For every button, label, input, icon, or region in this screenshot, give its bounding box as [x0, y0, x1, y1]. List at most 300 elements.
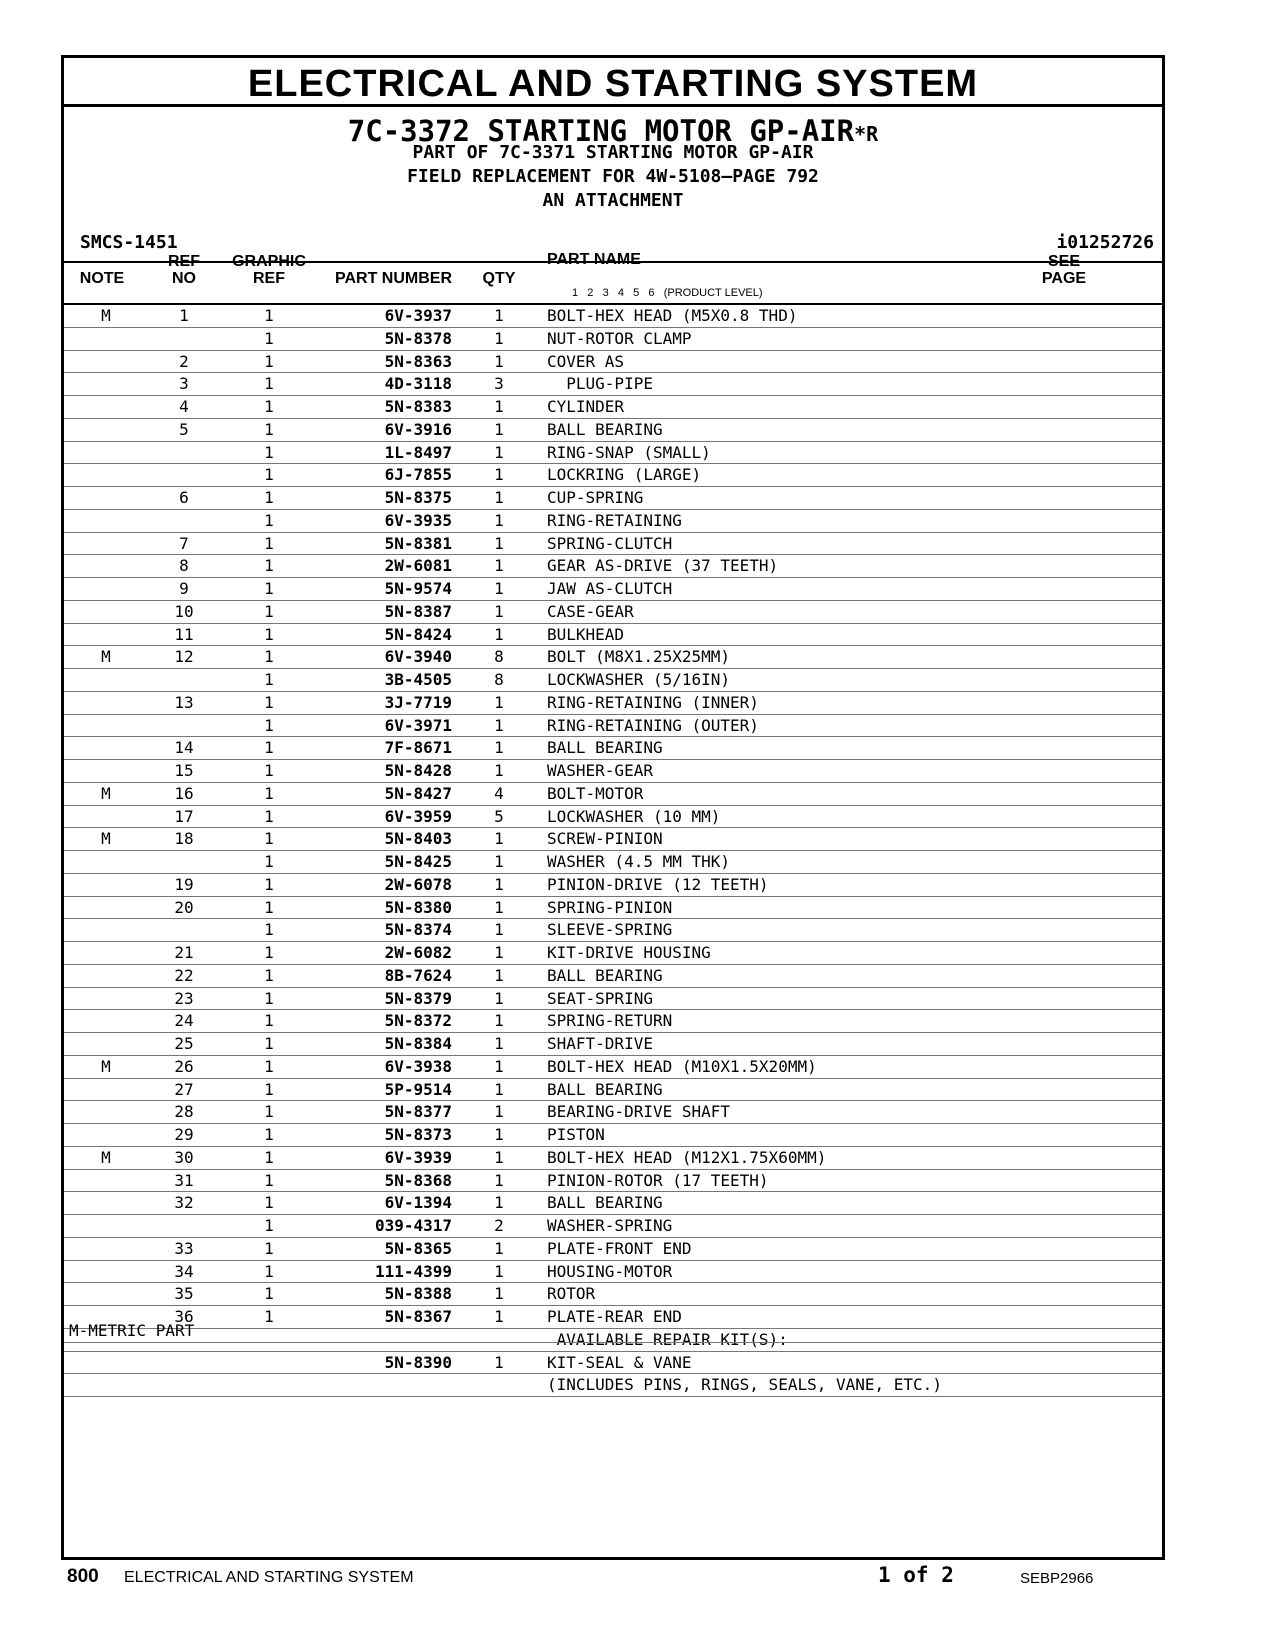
qty-cell: 1 [494, 988, 504, 1008]
ref-no-cell: 27 [174, 1079, 194, 1099]
part-name-cell: LOCKRING (LARGE) [547, 465, 702, 485]
ref-no-cell: 3 [179, 374, 189, 394]
table-row [64, 1283, 1162, 1306]
graphic-ref-cell: 1 [264, 761, 274, 780]
graphic-ref-cell: 1 [264, 419, 274, 439]
part-number-cell: 5N-8424 [384, 624, 452, 644]
document-id: i01252726 [1056, 232, 1154, 253]
table-row [64, 965, 1162, 988]
table-row [64, 737, 1162, 760]
qty-cell: 4 [494, 783, 504, 803]
ref-no-cell: 18 [174, 829, 194, 849]
part-name-cell: KIT-SEAL & VANE [547, 1352, 692, 1372]
graphic-ref-cell: 1 [264, 1216, 274, 1235]
table-row [64, 919, 1162, 942]
graphic-ref-cell: 1 [264, 556, 274, 576]
ref-no-cell: 35 [174, 1284, 194, 1304]
graphic-ref-cell: 1 [264, 1011, 274, 1031]
smcs-code: SMCS-1451 [80, 232, 178, 253]
table-row [64, 442, 1162, 465]
table-row [64, 601, 1162, 624]
ref-no-cell: 8 [179, 556, 189, 576]
column-header-ref [159, 253, 209, 287]
part-name-cell: WASHER-GEAR [547, 761, 653, 780]
ref-no-cell: 34 [174, 1261, 194, 1281]
part-number-cell: 5N-8428 [384, 761, 452, 780]
table-row [64, 874, 1162, 897]
graphic-ref-cell: 1 [264, 670, 274, 689]
graphic-ref-cell: 1 [264, 715, 274, 735]
part-number-cell: 6V-3971 [384, 715, 452, 735]
part-number-cell: 1L-8497 [384, 442, 452, 462]
qty-cell: 1 [494, 442, 504, 462]
qty-cell: 1 [494, 465, 504, 485]
column-header-graphic [224, 253, 314, 287]
part-name-cell: LOCKWASHER (5/16IN) [547, 670, 731, 689]
part-name-cell: PLUG-PIPE [547, 374, 653, 394]
graphic-ref-cell: 1 [264, 533, 274, 553]
ref-no-cell: 26 [174, 1056, 194, 1076]
part-number-cell: 5N-8363 [384, 351, 452, 371]
footer-page-number: 800 [67, 1566, 99, 1587]
table-row [64, 464, 1162, 487]
table-row [64, 1192, 1162, 1215]
ref-no-cell: 11 [174, 624, 194, 644]
qty-cell: 1 [494, 1079, 504, 1099]
metric-note-text: M-METRIC PART [69, 1321, 195, 1340]
part-number-cell: 5N-8387 [384, 601, 452, 621]
table-row [64, 1124, 1162, 1147]
qty-cell: 1 [494, 1352, 504, 1372]
part-name-cell: RING-RETAINING (INNER) [547, 692, 759, 712]
ref-no-cell: 32 [174, 1193, 194, 1213]
table-row [64, 646, 1162, 669]
graphic-ref-cell: 1 [264, 738, 274, 758]
ref-no-cell: 20 [174, 897, 194, 917]
part-number-cell: 5N-8425 [384, 852, 452, 871]
product-level-header: 1 2 3 4 5 6 (PRODUCT LEVEL) [572, 287, 763, 299]
qty-cell: 1 [494, 920, 504, 940]
table-row [64, 510, 1162, 533]
part-number-cell: 8B-7624 [384, 965, 452, 985]
part-number-cell: 5N-9574 [384, 579, 452, 598]
qty-cell: 8 [494, 670, 504, 689]
ref-no-cell: 9 [179, 579, 189, 598]
qty-cell: 1 [494, 738, 504, 758]
part-name-cell: BOLT-HEX HEAD (M12X1.75X60MM) [547, 1147, 827, 1167]
ref-no-cell: 33 [174, 1238, 194, 1258]
qty-cell: 1 [494, 1307, 504, 1326]
part-number-cell: 5N-8367 [384, 1307, 452, 1326]
qty-cell: 1 [494, 328, 504, 348]
table-row [64, 669, 1162, 692]
table-row [64, 1101, 1162, 1124]
ref-no-cell: 21 [174, 943, 194, 962]
part-name-cell: SPRING-CLUTCH [547, 533, 673, 553]
qty-cell: 1 [494, 1193, 504, 1213]
part-name-cell: (INCLUDES PINS, RINGS, SEALS, VANE, ETC.) [547, 1375, 942, 1395]
part-name-cell: CUP-SPRING [547, 488, 644, 507]
graphic-ref-cell: 1 [264, 624, 274, 644]
table-row [64, 578, 1162, 601]
page-header: PAGE [1041, 270, 1087, 287]
part-number-cell: 5N-8390 [384, 1352, 452, 1372]
graphic-ref-cell: 1 [264, 397, 274, 416]
graphic-ref-cell: 1 [264, 1238, 274, 1258]
table-row [64, 1056, 1162, 1079]
graphic-ref-cell: 1 [264, 829, 274, 849]
part-number-cell: 6V-3940 [384, 647, 452, 667]
table-row [64, 373, 1162, 396]
ref-no-cell: 10 [174, 601, 194, 621]
part-number-cell: 5N-8384 [384, 1034, 452, 1053]
qty-cell: 1 [494, 965, 504, 985]
note-cell: M [101, 1147, 111, 1167]
part-name-cell: BALL BEARING [547, 965, 663, 985]
qty-cell: 1 [494, 874, 504, 894]
part-name-cell: PINION-ROTOR (17 TEETH) [547, 1170, 769, 1190]
part-number-cell: 5N-8377 [384, 1102, 452, 1122]
ref-no-cell: 31 [174, 1170, 194, 1190]
ref-no-cell: 7 [179, 533, 189, 553]
part-number-cell: 5P-9514 [384, 1079, 452, 1099]
ref-no-cell: 6 [179, 488, 189, 507]
page-frame [61, 55, 1165, 1560]
graphic-ref-cell: 1 [264, 897, 274, 917]
table-row [64, 942, 1162, 965]
part-name-cell: SPRING-RETURN [547, 1011, 673, 1031]
graphic-ref-cell: 1 [264, 920, 274, 940]
ref-no-cell: 16 [174, 783, 194, 803]
table-row [64, 897, 1162, 920]
qty-cell: 1 [494, 488, 504, 507]
graphic-ref-cell: 1 [264, 328, 274, 348]
table-row [64, 487, 1162, 510]
table-row [64, 555, 1162, 578]
part-name-cell: CYLINDER [547, 397, 625, 416]
group-title-suffix: *R [854, 122, 879, 146]
part-name-cell: KIT-DRIVE HOUSING [547, 943, 711, 962]
metric-note [64, 1320, 1162, 1343]
table-row [64, 1079, 1162, 1102]
note-cell: M [101, 783, 111, 803]
part-number-cell: 5N-8403 [384, 829, 452, 849]
ref-no-cell: 24 [174, 1011, 194, 1031]
table-row [64, 305, 1162, 328]
part-name-cell: WASHER (4.5 MM THK) [547, 852, 731, 871]
graphic-ref-cell: 1 [264, 1034, 274, 1053]
part-number-cell: 2W-6082 [384, 943, 452, 962]
ref-no-cell: 12 [174, 647, 194, 667]
qty-cell: 1 [494, 1056, 504, 1076]
qty-cell: 1 [494, 1170, 504, 1190]
subtitle-line-2: FIELD REPLACEMENT FOR 4W-5108—PAGE 792 [407, 166, 819, 187]
part-name-cell: RING-RETAINING (OUTER) [547, 715, 759, 735]
qty-cell: 1 [494, 715, 504, 735]
part-number-cell: 7F-8671 [384, 738, 452, 758]
ref-no-cell: 30 [174, 1147, 194, 1167]
graphic-ref-cell: 1 [264, 988, 274, 1008]
part-number-cell: 6V-3937 [384, 306, 452, 325]
table-row [64, 351, 1162, 374]
graphic-ref-cell: 1 [264, 351, 274, 371]
part-name-cell: COVER AS [547, 351, 625, 371]
graphic-ref-cell: 1 [264, 374, 274, 394]
table-row [64, 1033, 1162, 1056]
qty-cell: 8 [494, 647, 504, 667]
table-row [64, 1261, 1162, 1284]
table-row [64, 1170, 1162, 1193]
part-name-cell: SPRING-PINION [547, 897, 673, 917]
part-name-cell: CASE-GEAR [547, 601, 634, 621]
part-name-cell: BEARING-DRIVE SHAFT [547, 1102, 731, 1122]
qty-cell: 1 [494, 601, 504, 621]
qty-cell: 1 [494, 510, 504, 530]
part-name-cell: LOCKWASHER (10 MM) [547, 806, 721, 826]
qty-cell: 1 [494, 1238, 504, 1258]
ref-no-cell: 17 [174, 806, 194, 826]
ref-no-cell: 4 [179, 397, 189, 416]
column-header-qty: QTY [482, 270, 516, 287]
part-number-cell: 5N-8381 [384, 533, 452, 553]
qty-cell: 5 [494, 806, 504, 826]
graphic-ref-cell: 1 [264, 874, 274, 894]
part-name-cell: SEAT-SPRING [547, 988, 653, 1008]
graphic-ref-cell: 1 [264, 1102, 274, 1122]
part-name-cell: PINION-DRIVE (12 TEETH) [547, 874, 769, 894]
parts-table [64, 305, 1162, 1397]
qty-cell: 1 [494, 306, 504, 325]
note-header: NOTE [79, 270, 125, 287]
ref-no-cell: 29 [174, 1125, 194, 1144]
column-header-note [74, 270, 130, 287]
qty-cell: 1 [494, 1011, 504, 1031]
qty-cell: 1 [494, 419, 504, 439]
ref-header: REF [168, 253, 200, 270]
part-number-cell: 5N-8365 [384, 1238, 452, 1258]
note-cell: M [101, 829, 111, 849]
ref-no-cell: 23 [174, 988, 194, 1008]
graphic-ref-cell: 1 [264, 579, 274, 598]
part-name-cell: BULKHEAD [547, 624, 625, 644]
qty-cell: 1 [494, 692, 504, 712]
table-row [64, 828, 1162, 851]
part-number-cell: 5N-8372 [384, 1011, 452, 1031]
part-name-cell: SLEEVE-SPRING [547, 920, 673, 940]
qty-cell: 1 [494, 761, 504, 780]
part-name-cell: BOLT-HEX HEAD (M5X0.8 THD) [547, 306, 798, 325]
ref-no-cell: 19 [174, 874, 194, 894]
qty-cell: 1 [494, 1261, 504, 1281]
graphic-ref-cell: 1 [264, 1147, 274, 1167]
qty-cell: 1 [494, 943, 504, 962]
ref-no-cell: 14 [174, 738, 194, 758]
part-number-cell: 5N-8378 [384, 328, 452, 348]
graphic-ref-cell: 1 [264, 852, 274, 871]
qty-cell: 1 [494, 1125, 504, 1144]
ref-no-cell: 22 [174, 965, 194, 985]
group-title-text: 7C-3372 STARTING MOTOR GP-AIR [347, 114, 855, 148]
part-number-cell: 5N-8379 [384, 988, 452, 1008]
graphic-ref-cell: 1 [264, 1284, 274, 1304]
part-name-cell: RING-RETAINING [547, 510, 682, 530]
note-cell: M [101, 647, 111, 667]
graphic-ref-cell: 1 [264, 1307, 274, 1326]
part-number-cell: 5N-8368 [384, 1170, 452, 1190]
part-name-cell: BOLT-MOTOR [547, 783, 644, 803]
table-row [64, 988, 1162, 1011]
part-number-cell: 6V-3938 [384, 1056, 452, 1076]
table-row [64, 715, 1162, 738]
graphic-ref-cell: 1 [264, 1056, 274, 1076]
graphic-ref-cell: 1 [264, 601, 274, 621]
part-number-cell: 3B-4505 [384, 670, 452, 689]
ref-no-cell: 28 [174, 1102, 194, 1122]
part-number-cell: 5N-8383 [384, 397, 452, 416]
table-row [64, 806, 1162, 829]
part-name-cell: BALL BEARING [547, 419, 663, 439]
qty-cell: 1 [494, 1102, 504, 1122]
part-number-cell: 6V-3935 [384, 510, 452, 530]
note-cell: M [101, 306, 111, 325]
no-header: NO [172, 270, 196, 287]
part-number-cell: 2W-6081 [384, 556, 452, 576]
graphic-ref-cell: 1 [264, 465, 274, 485]
graphic-ref-cell: 1 [264, 943, 274, 962]
part-number-cell: 5N-8373 [384, 1125, 452, 1144]
table-row [64, 783, 1162, 806]
page-title: ELECTRICAL AND STARTING SYSTEM [247, 63, 979, 105]
graphic-ref-cell: 1 [264, 1125, 274, 1144]
table-row [64, 1352, 1162, 1375]
qty-cell: 1 [494, 556, 504, 576]
qty-cell: 2 [494, 1216, 504, 1235]
graphic-ref-cell: 1 [264, 1261, 274, 1281]
graphic-ref-cell: 1 [264, 806, 274, 826]
ref-no-cell: 25 [174, 1034, 194, 1053]
qty-cell: 1 [494, 624, 504, 644]
part-name-cell: PLATE-REAR END [547, 1307, 682, 1326]
part-number-cell: 3J-7719 [384, 692, 452, 712]
qty-cell: 1 [494, 579, 504, 598]
qty-cell: 1 [494, 1034, 504, 1053]
table-row [64, 760, 1162, 783]
part-number-cell: 5N-8374 [384, 920, 452, 940]
title-divider [64, 104, 1162, 107]
footer-page-of: 1 of 2 [878, 1563, 954, 1587]
part-name-cell: GEAR AS-DRIVE (37 TEETH) [547, 556, 779, 576]
qty-cell: 1 [494, 533, 504, 553]
part-name-cell: JAW AS-CLUTCH [547, 579, 673, 598]
part-name-cell: BALL BEARING [547, 1079, 663, 1099]
qty-cell: 1 [494, 1284, 504, 1304]
ref-no-cell: 2 [179, 351, 189, 371]
part-number-cell: 6V-3959 [384, 806, 452, 826]
graphic-ref-cell: 1 [264, 1079, 274, 1099]
graphic-ref-cell: 1 [264, 1170, 274, 1190]
qty-cell: 1 [494, 1147, 504, 1167]
part-name-cell: BOLT-HEX HEAD (M10X1.5X20MM) [547, 1056, 817, 1076]
part-number-cell: 2W-6078 [384, 874, 452, 894]
table-row [64, 1374, 1162, 1397]
graphic-ref-cell: 1 [264, 783, 274, 803]
graphic-ref-cell: 1 [264, 647, 274, 667]
subtitle-line-1: PART OF 7C-3371 STARTING MOTOR GP-AIR [412, 142, 814, 163]
ref-no-cell: 15 [174, 761, 194, 780]
qty-cell: 1 [494, 897, 504, 917]
graphic-ref-cell: 1 [264, 1193, 274, 1213]
part-number-cell: 4D-3118 [384, 374, 452, 394]
graphic-ref-cell: 1 [264, 488, 274, 507]
ref-no-cell: 5 [179, 419, 189, 439]
part-name-cell: AVAILABLE REPAIR KIT(S): [547, 1329, 788, 1349]
column-header-part-number: PART NUMBER [334, 270, 452, 287]
graphic-ref-cell: 1 [264, 442, 274, 462]
qty-cell: 1 [494, 351, 504, 371]
see-header: SEE [1047, 253, 1080, 270]
qty-cell: 1 [494, 397, 504, 416]
ref-no-cell: 13 [174, 692, 194, 712]
table-row [64, 396, 1162, 419]
part-number-cell: 6J-7855 [384, 465, 452, 485]
graphic-header: GRAPHIC [232, 253, 306, 270]
table-row [64, 851, 1162, 874]
note-cell: M [101, 1056, 111, 1076]
part-name-cell: BALL BEARING [547, 1193, 663, 1213]
footer-doc-id: SEBP2966 [1020, 1570, 1094, 1587]
graphic-ref-cell: 1 [264, 692, 274, 712]
column-header-see-page [1034, 253, 1094, 287]
part-name-cell: SHAFT-DRIVE [547, 1034, 653, 1053]
part-name-cell: BOLT (M8X1.25X25MM) [547, 647, 731, 667]
table-row [64, 692, 1162, 715]
part-number-cell: 5N-8380 [384, 897, 452, 917]
table-row [64, 1238, 1162, 1261]
footer-section: ELECTRICAL AND STARTING SYSTEM [124, 1569, 414, 1586]
graphic-ref-cell: 1 [264, 306, 274, 325]
column-header-part-name: PART NAME [547, 251, 641, 268]
part-name-cell: ROTOR [547, 1284, 596, 1304]
part-name-cell: PLATE-FRONT END [547, 1238, 692, 1258]
part-number-cell: 111-4399 [374, 1261, 452, 1281]
part-number-cell: 5N-8375 [384, 488, 452, 507]
part-name-cell: WASHER-SPRING [547, 1216, 673, 1235]
part-name-cell: NUT-ROTOR CLAMP [547, 328, 692, 348]
part-number-cell: 5N-8427 [384, 783, 452, 803]
ref-no-cell: 1 [179, 306, 189, 325]
part-number-cell: 039-4317 [374, 1216, 452, 1235]
part-name-cell: PISTON [547, 1125, 605, 1144]
graphic-ref-cell: 1 [264, 965, 274, 985]
part-number-cell: 6V-3939 [384, 1147, 452, 1167]
part-name-cell: SCREW-PINION [547, 829, 663, 849]
table-row [64, 328, 1162, 351]
ref-no-cell: 36 [174, 1307, 194, 1326]
qty-cell: 1 [494, 852, 504, 871]
graphic-ref-cell: 1 [264, 510, 274, 530]
table-row [64, 1147, 1162, 1170]
graphic-ref-header: REF [253, 270, 285, 287]
part-number-cell: 5N-8388 [384, 1284, 452, 1304]
table-row [64, 533, 1162, 556]
table-row [64, 419, 1162, 442]
subtitle-line-3: AN ATTACHMENT [542, 190, 684, 211]
qty-cell: 1 [494, 829, 504, 849]
qty-cell: 3 [494, 374, 504, 394]
part-number-cell: 6V-1394 [384, 1193, 452, 1213]
table-row [64, 1215, 1162, 1238]
part-number-cell: 6V-3916 [384, 419, 452, 439]
